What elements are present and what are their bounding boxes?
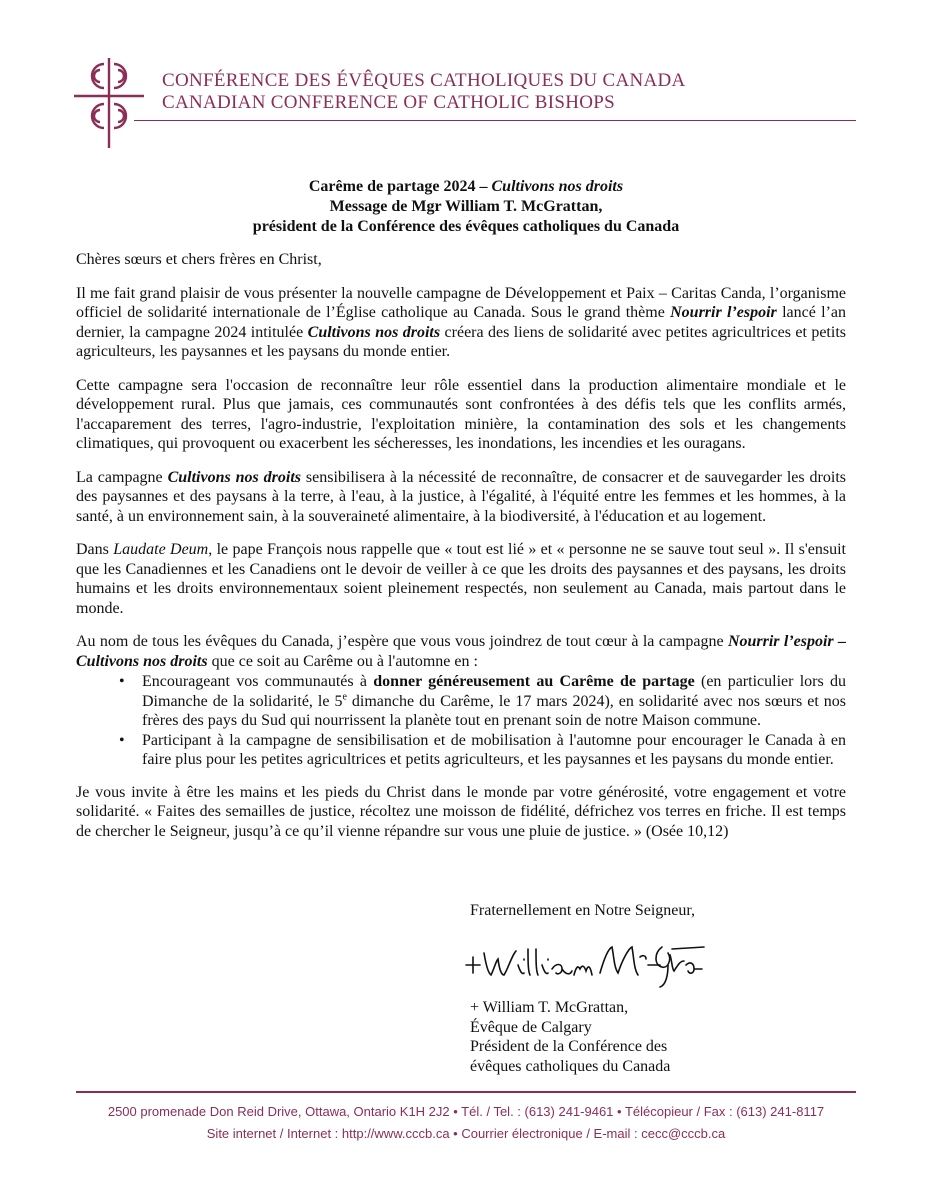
cccb-cross-logo-icon — [74, 58, 144, 148]
p1-text: Il me fait grand plaisir de vous présenter la nouvelle campagne de Développement et Paix – Caritas Canda, l’organisme officiel de solidarité internationale de l’Église catholique au Canada. Sous le grand thème — [76, 284, 846, 321]
footer-divider — [76, 1091, 856, 1093]
b1-text-3: dimanche du Carême, le 17 mars 2024), en solidarité avec nos sœurs et nos frères des pays du Sud qui nourrissent la planète tout en prenant soin de notre Maison commune. — [142, 692, 847, 729]
p3-text-2: sensibilisera à la nécessité de reconnaître, de consacrer et de sauvegarder les droits des paysannes et des paysans à la terre, à l'eau, à la justice, à l'égalité, à l'équité entre les femmes et les hommes, à la santé, à un environnement sain, à la souveraineté alimentaire, à la biodiversité, à l'éducation et au logement. — [76, 468, 846, 525]
p5-text: Au nom de tous les évêques du Canada, j’espère que vous vous joindrez de tout cœur à la campagne — [76, 633, 728, 650]
organization-name — [162, 70, 686, 114]
list-item — [119, 731, 846, 770]
b1-text: Encourageant vos communautés à — [142, 673, 374, 690]
header-divider — [134, 120, 856, 121]
org-name-en: CANADIAN CONFERENCE OF CATHOLIC BISHOPS — [162, 92, 615, 113]
p5-text-2: que ce soit au Carême ou à l'automne en : — [207, 652, 478, 670]
title-line1: Carême de partage 2024 – — [308, 178, 492, 195]
action-list — [76, 672, 846, 770]
closing: Fraternellement en Notre Seigneur, — [470, 902, 696, 919]
p1-campaign: Cultivons nos droits — [307, 323, 441, 341]
p1-theme: Nourrir l’espoir — [670, 304, 777, 321]
paragraph-1 — [76, 284, 846, 362]
p4-text: Dans — [76, 541, 114, 558]
signer-block — [470, 998, 670, 1076]
paragraph-6: Je vous invite à être les mains et les pieds du Christ dans le monde par votre générosité, votre engagement et votre solidarité. « Faites des semailles de justice, récoltez une moisson de fidélité, défrichez vos terres en friche. Il est temps de chercher le Seigneur, jusqu’à ce qu’il vienne répandre sur vous une pluie de justice. » (Osée 10,12) — [76, 783, 846, 840]
signer-name: + William T. McGrattan, — [470, 999, 629, 1016]
paragraph-4 — [76, 540, 846, 618]
paragraph-5 — [76, 632, 846, 671]
p1-text-3: créera des liens de solidarité avec petites agricultrices et petits agriculteurs, les paysannes et les paysans du monde entier. — [76, 323, 846, 360]
title-line2: Message de Mgr William T. McGrattan, — [329, 198, 603, 215]
handwritten-signature — [458, 935, 708, 991]
signer-role-2: Président de la Conférence des — [470, 1038, 668, 1055]
title-campaign: Cultivons nos droits — [491, 178, 624, 195]
letter-title — [0, 177, 932, 237]
p5-campaign: Nourrir l’espoir – Cultivons nos droits — [76, 633, 847, 670]
footer-address: 2500 promenade Don Reid Drive, Ottawa, Ontario K1H 2J2 • Tél. / Tel. : (613) 241-9461 • Télécopieur / Fax : (613) 241-8117 — [107, 1104, 825, 1119]
letter-body — [76, 250, 846, 855]
paragraph-2: Cette campagne sera l'occasion de reconnaître leur rôle essentiel dans la production alimentaire mondiale et le développement rural. Plus que jamais, ces communautés sont confrontées à des défis tels que les conflits armés, l'accaparement des terres, l'agro-industrie, l'exploitation minière, la contamination des sols et les changements climatiques, qui provoquent ou exacerbent les sécheresses, les inondations, les incendies et les ouragans. — [76, 376, 846, 452]
title-line3: président de la Conférence des évêques catholiques du Canada — [252, 218, 680, 235]
p3-text: La campagne — [76, 468, 168, 486]
p4-text-2: , le pape François nous rappelle que « tout est lié » et « personne ne se sauve tout seul ». Il s'ensuit que les Canadiennes et les Canadiens ont le devoir de veiller à ce que les droits des paysannes et des paysans, les droits humains et les droits environnementaux soient pleinement respectés, non seulement au Canada, mais partout dans le monde. — [76, 541, 846, 617]
p3-campaign: Cultivons nos droits — [167, 468, 301, 486]
signer-role-1: Évêque de Calgary — [470, 1018, 592, 1036]
org-name-fr: CONFÉRENCE DES ÉVÊQUES CATHOLIQUES DU CANADA — [162, 70, 686, 91]
signer-role-3: évêques catholiques du Canada — [470, 1057, 671, 1075]
b2-text: Participant à la campagne de sensibilisation et de mobilisation à l'automne pour encourager le Canada à en faire plus pour les petites agricultrices et petits agriculteurs, et les paysannes et les paysans du monde entier. — [142, 731, 846, 768]
p1-text-2: lancé l’an dernier, la campagne 2024 intitulée — [76, 304, 846, 341]
paragraph-3 — [76, 468, 846, 527]
b1-text-2: (en particulier lors du Dimanche de la solidarité, le 5 — [142, 673, 847, 710]
footer-contact: Site internet / Internet : http://www.cccb.ca • Courrier électronique / E-mail : cecc@cccb.ca — [206, 1126, 726, 1141]
b1-superscript: e — [342, 691, 347, 703]
list-item — [119, 672, 847, 731]
p4-encyclical: Laudate Deum — [113, 541, 209, 558]
salutation: Chères sœurs et chers frères en Christ, — [76, 251, 322, 268]
bullet-icon: • — [119, 731, 125, 749]
bullet-icon: • — [119, 673, 125, 690]
b1-emphasis: donner généreusement au Carême de partage — [373, 673, 695, 690]
